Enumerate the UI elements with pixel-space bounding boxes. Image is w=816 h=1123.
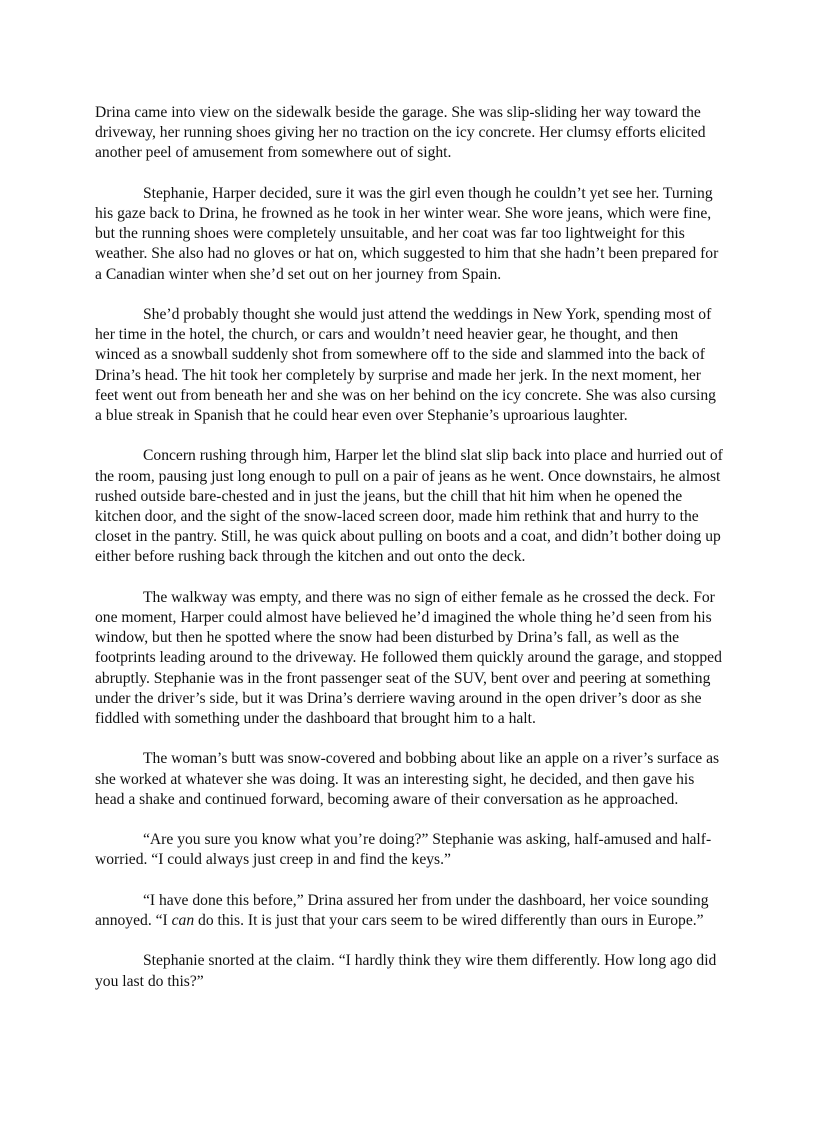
paragraph-6: The woman’s butt was snow-covered and bobbing about like an apple on a river’s surface as she worked at whatever she was doing. It was an interesting sight, he decided, and then gave his head a shake and continued forward, becoming aware of their conversation as he approached. — [95, 750, 720, 808]
paragraph-8-text-end: do this. It is just that your cars seem to be wired differently than ours in Europe.” — [194, 912, 704, 930]
paragraph-4: Concern rushing through him, Harper let the blind slat slip back into place and hurried out of the room, pausing just long enough to pull on a pair of jeans as he went. Once downstairs, he almost rushed outside bare-chested and in just the jeans, but the chill that hit him when he opened the kitchen door, and the sight of the snow-laced screen door, made him rethink that and hurry to the closet in the pantry. Still, he was quick about pulling on boots and a coat, and didn’t bother doing up either before rushing back through the kitchen and out onto the deck. — [95, 447, 723, 566]
document-page — [95, 103, 723, 992]
paragraph-9: Stephanie snorted at the claim. “I hardly think they wire them differently. How long ago did you last do this?” — [95, 952, 717, 990]
paragraph-1: Drina came into view on the sidewalk beside the garage. She was slip-sliding her way toward the driveway, her running shoes giving her no traction on the icy concrete. Her clumsy efforts elicited another peel of amusement from somewhere out of sight. — [95, 104, 706, 162]
paragraph-8-emphasis: can — [171, 912, 195, 930]
paragraph-8-text-start: “I have done this before,” Drina assured her from under the dashboard, her voice sounding annoyed. “I — [95, 891, 709, 930]
paragraph-2: Stephanie, Harper decided, sure it was the girl even though he couldn’t yet see her. Turning his gaze back to Drina, he frowned as he took in her winter wear. She wore jeans, which were fine, but the running shoes were completely unsuitable, and her coat was far too lightweight for this weather. She also had no gloves or hat on, which suggested to him that she hadn’t been prepared for a Canadian winter when she’d set out on her journey from Spain. — [95, 184, 719, 283]
paragraph-8 — [95, 891, 723, 931]
paragraph-5: The walkway was empty, and there was no sign of either female as he crossed the deck. For one moment, Harper could almost have believed he’d imagined the whole thing he’d seen from his window, but then he spotted where the snow had been disturbed by Drina’s fall, as well as the footprints leading around to the driveway. He followed them quickly around the garage, and stopped abruptly. Stephanie was in the front passenger seat of the SUV, bent over and peering at something under the driver’s side, but it was Drina’s derriere waving around in the open driver’s door as she fiddled with something under the dashboard that brought him to a halt. — [95, 588, 722, 728]
paragraph-3: She’d probably thought she would just attend the weddings in New York, spending most of her time in the hotel, the church, or cars and wouldn’t need heavier gear, he thought, and then winced as a snowball suddenly shot from somewhere off to the side and slammed into the back of Drina’s head. The hit took her completely by surprise and made her jerk. In the next moment, her feet went out from beneath her and she was on her behind on the icy concrete. She was also cursing a blue streak in Spanish that he could hear even over Stephanie’s uproarious laughter. — [95, 306, 716, 425]
paragraph-7: “Are you sure you know what you’re doing?” Stephanie was asking, half-amused and half-worried. “I could always just creep in and find the keys.” — [95, 831, 712, 869]
